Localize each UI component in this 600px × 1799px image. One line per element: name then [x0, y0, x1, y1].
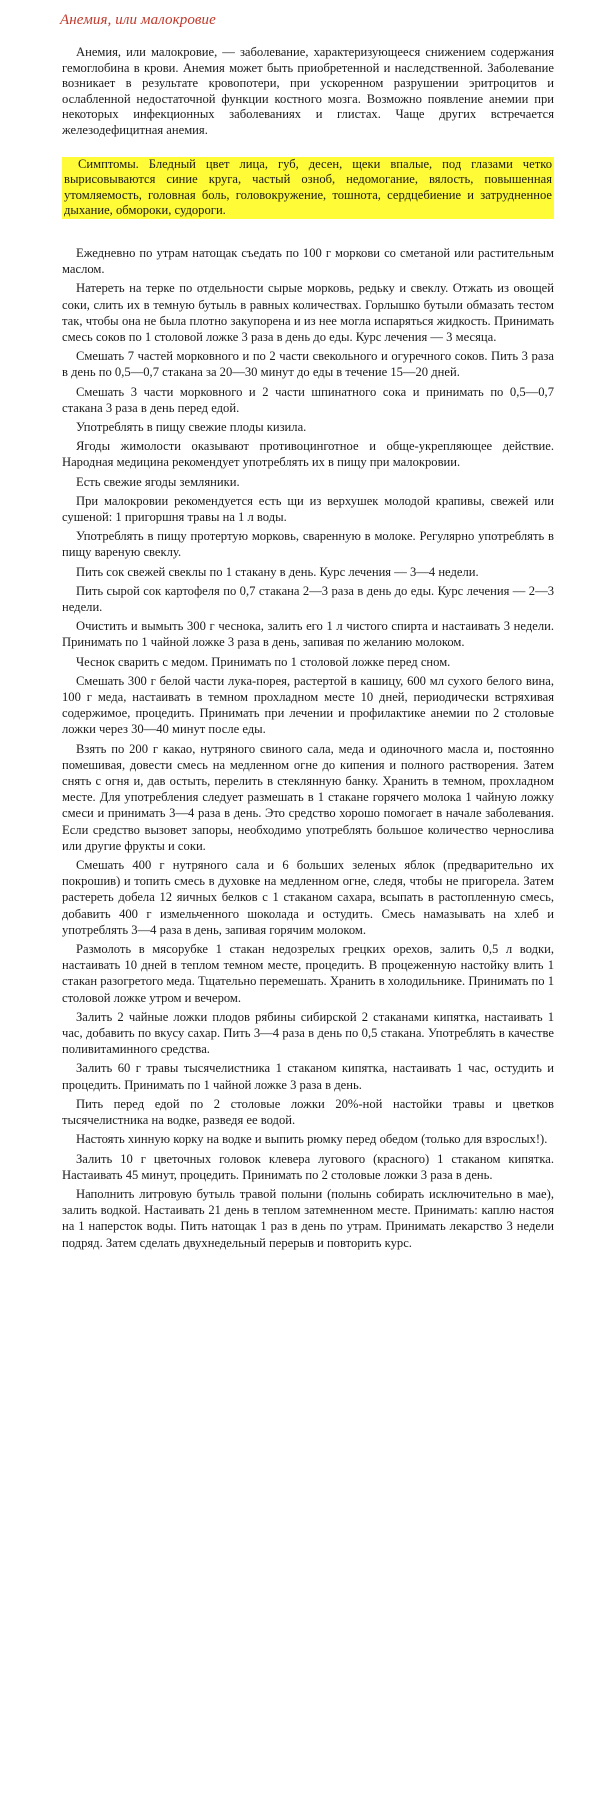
recipe-paragraph: Смешать 3 части морковного и 2 части шпинатного сока и принимать по 0,5—0,7 стакана 3 раза в день перед едой.: [62, 384, 554, 415]
recipe-paragraph: Натереть на терке по отдельности сырые морковь, редьку и свеклу. Отжать из овощей соки, слить их в темную бутыль в равных количествах. Горлышко бутыли обмазать тестом так, чтобы она не была плотно закупорена и из нее могла испаряться жидкость. Принимать смесь соков по 1 столовой ложке 3 раза в день до еды. Курс лечения — 3 месяца.: [62, 281, 554, 344]
recipes-list: [62, 245, 554, 1251]
recipe-paragraph: Чеснок сварить с медом. Принимать по 1 столовой ложке перед сном.: [76, 654, 451, 669]
recipe-paragraph: Употреблять в пищу протертую морковь, сваренную в молоке. Регулярно употреблять в пищу вареную свеклу.: [62, 529, 554, 560]
recipe-paragraph: Залить 60 г травы тысячелистника 1 стаканом кипятка, настаивать 1 час, остудить и процедить. Принимать по 1 чайной ложке 3 раза в день.: [62, 1061, 554, 1092]
recipe-paragraph: Залить 10 г цветочных головок клевера лугового (красного) 1 стаканом кипятка. Настаивать 45 минут, процедить. Принимать по 2 столовые ложки 3 раза в день.: [62, 1151, 554, 1182]
recipe-paragraph: Смешать 300 г белой части лука-порея, растертой в кашицу, 600 мл сухого белого вина, 100 г меда, настаивать в темном прохладном месте 10 дней, периодически встряхивая содержимое, процедить. Принимать при лечении и профилактике анемии по 2 столовые ложки через 30—40 минут после еды.: [62, 673, 554, 737]
recipe-paragraph: Размолоть в мясорубке 1 стакан недозрелых грецких орехов, залить 0,5 л водки, настаивать 10 дней в теплом темном месте, процедить. В процеженную настойку влить 1 стакан разогретого меда. Тщательно перемешать. Хранить в холодильнике. Принимать по 1 столовой ложке утром и вечером.: [62, 942, 554, 1005]
recipe-paragraph: Есть свежие ягоды земляники.: [76, 474, 240, 489]
recipe-paragraph: Залить 2 чайные ложки плодов рябины сибирской 2 стаканами кипятка, настаивать 1 час, добавить по вкусу сахар. Пить 3—4 раза в день по 0,5 стакана. Употреблять в качестве поливитаминного средства.: [62, 1009, 554, 1057]
recipe-paragraph: Смешать 400 г нутряного сала и 6 больших зеленых яблок (предварительно их покрошив) и топить смесь в духовке на медленном огне, следя, чтобы не пригорела. Затем растереть добела 12 яичных белков с 1 стаканом сахара, всыпать в растопленную смесь, добавить 400 г измельченного шоколада и остудить. Смесь намазывать на хлеб и употреблять 3—4 раза в день, запивая горячим молоком.: [62, 858, 554, 937]
recipe-paragraph: Пить сырой сок картофеля по 0,7 стакана 2—3 раза в день до еды. Курс лечения — 2—3 недели.: [62, 583, 554, 614]
chapter-title: Анемия, или малокровие: [60, 12, 216, 28]
recipe-paragraph: Ежедневно по утрам натощак съедать по 100 г моркови со сметаной или растительным маслом.: [62, 245, 554, 277]
recipe-paragraph: Употреблять в пищу свежие плоды кизила.: [76, 419, 307, 434]
recipe-paragraph: Ягоды жимолости оказывают противоцинготное и обще-укрепляющее действие. Народная медицина рекомендует употреблять их в пищу при малокровии.: [62, 439, 554, 470]
recipe-paragraph: Пить сок свежей свеклы по 1 стакану в день. Курс лечения — 3—4 недели.: [76, 564, 479, 579]
recipe-paragraph: Наполнить литровую бутыль травой полыни (полынь собирать исключительно в мае), залить водкой. Настаивать 21 день в теплом затемненном месте. Принимать: каплю настоя на 1 наперсток воды. Пить натощак 1 раз в день по утрам. Принимать лекарство 3 недели подряд. Затем сделать двухнедельный перерыв и повторить курс.: [62, 1186, 554, 1250]
recipe-paragraph: Очистить и вымыть 300 г чеснока, залить его 1 л чистого спирта и настаивать 3 недели. Принимать по 1 чайной ложке 3 раза в день, запивая по желанию молоком.: [62, 619, 554, 650]
recipe-paragraph: Настоять хинную корку на водке и выпить рюмку перед обедом (только для взрослых!).: [76, 1132, 548, 1147]
recipe-paragraph: Взять по 200 г какао, нутряного свиного сала, меда и одиночного масла и, постоянно помешивая, довести смесь на медленном огне до кипения и полного растворения. Затем снять с огня и, дав остыть, перелить в стеклянную банку. Хранить в темном, прохладном месте. Для употребления следует размешать в 1 стакане горячего молока 1 чайную ложку смеси и принимать 3—4 раза в день. Это средство хорошо помогает в начале заболевания. Если средство вызовет запоры, необходимо употреблять большое количество чернослива или другие фрукты и соки.: [62, 741, 554, 853]
recipe-paragraph: Пить перед едой по 2 столовые ложки 20%-ной настойки травы и цветков тысячелистника на водке, разведя ее водой.: [62, 1096, 554, 1128]
symptoms-highlighted-paragraph: Симптомы. Бледный цвет лица, губ, десен, щеки впалые, под глазами четко вырисовываются синие круга, частый озноб, недомогание, вялость, повышенная утомляемость, головная боль, головокружение, тошнота, сердцебиение и затрудненное дыхание, обмороки, судороги.: [64, 156, 552, 218]
bottom-fade-overlay: [0, 1753, 600, 1799]
recipe-paragraph: Смешать 7 частей морковного и по 2 части свекольного и огуречного соков. Пить 3 раза в день по 0,5—0,7 стакана за 20—30 минут до еды в течение 15—20 дней.: [62, 349, 554, 380]
recipe-paragraph: При малокровии рекомендуется есть щи из верхушек молодой крапивы, свежей или сушеной: 1 пригоршня травы на 1 л воды.: [62, 493, 554, 524]
intro-paragraph: Анемия, или малокровие, — заболевание, характеризующееся снижением содержания гемоглобина в крови. Анемия может быть приобретенной и наследственной. Заболевание возникает в результате кровопотери, при ускоренном разрушении эритроцитов и ослабленной недостаточной функции костного мозга. Возможно появление анемии при некоторых инфекционных заболеваниях и глистах. Чаще других встречается железодефицитная анемия.: [62, 45, 554, 137]
